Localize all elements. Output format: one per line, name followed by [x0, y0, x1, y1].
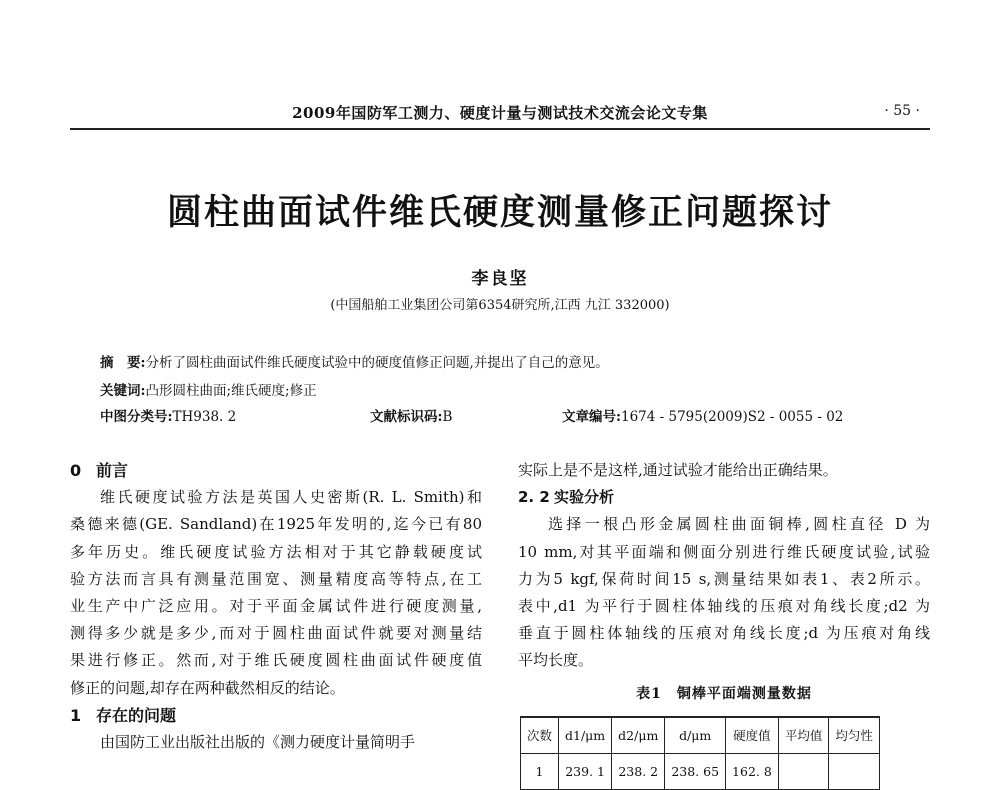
table-cell: 162. 8 [726, 754, 779, 790]
keywords [100, 379, 317, 399]
abstract-text: 分析了圆柱曲面试件维氏硬度试验中的硬度值修正问题,并提出了自己的意见。 [145, 355, 609, 371]
right-column [518, 457, 930, 790]
paragraph-line: 力为5 kgf,保荷时间15 s,测量结果如表1、表2所示。 [518, 569, 930, 588]
paragraph-line: 由国防工业出版社出版的《测力硬度计量简明手 [100, 733, 416, 752]
table-header-cell: d/μm [665, 717, 726, 754]
section-2-2-title: 实验分析 [554, 488, 615, 507]
table-cell: 1 [521, 754, 559, 790]
paragraph-line: 多年历史。维氏硬度试验方法相对于其它静载硬度试 [70, 542, 482, 561]
doc-code-value: B [442, 409, 453, 425]
paragraph-line: 验方法而言具有测量范围宽、测量精度高等特点,在工 [70, 569, 482, 588]
table-cell: 238. 65 [665, 754, 726, 790]
article-number [562, 405, 843, 425]
paragraph-line: 选择一根凸形金属圆柱曲面铜棒,圆柱直径 D 为 [548, 515, 930, 534]
table-1-title: 表1 铜棒平面端测量数据 [636, 685, 812, 702]
page-number: · 55 · [884, 103, 920, 119]
section-0-number: 0 [70, 461, 82, 480]
table-header-cell: 均匀性 [829, 717, 880, 754]
section-2-2-number: 2. 2 [518, 488, 550, 507]
keywords-text: 凸形圆柱曲面;维氏硬度;修正 [145, 383, 317, 399]
paragraph-line: 桑德来德(GE. Sandland)在1925年发明的,迄今已有80 [70, 515, 482, 534]
author-affiliation: (中国船舶工业集团公司第6354研究所,江西 九江 332000) [330, 298, 670, 313]
article-number-label: 文章编号: [562, 409, 621, 425]
article-number-value: 1674 - 5795(2009)S2 - 0055 - 02 [620, 409, 844, 425]
running-header [70, 100, 930, 130]
table-1 [520, 716, 880, 790]
paragraph-line: 垂直于圆柱体轴线的压痕对角线长度;d 为压痕对角线 [518, 624, 930, 643]
clc-value: TH938. 2 [172, 409, 237, 425]
table-header-cell: d1/μm [559, 717, 612, 754]
classification-line [100, 405, 900, 425]
paragraph-line: 平均长度。 [518, 651, 594, 670]
table-header-cell: 硬度值 [726, 717, 779, 754]
table-header-row [521, 717, 880, 754]
paragraph-line: 果进行修正。然而,对于维氏硬度圆柱曲面试件硬度值 [70, 651, 482, 670]
clc-code [100, 409, 236, 425]
paragraph-line: 修正的问题,却存在两种截然相反的结论。 [70, 678, 345, 697]
paragraph-line: 业生产中广泛应用。对于平面金属试件进行硬度测量, [70, 597, 482, 616]
running-header-title: 2009年国防军工测力、硬度计量与测试技术交流会论文专集 [292, 104, 708, 122]
author-name: 李良坚 [471, 269, 529, 289]
table-header-cell: 平均值 [778, 717, 829, 754]
abstract [100, 351, 609, 371]
section-1-title: 存在的问题 [96, 705, 177, 725]
paragraph-line: 维氏硬度试验方法是英国人史密斯(R. L. Smith)和 [100, 488, 482, 507]
section-1-number: 1 [70, 705, 82, 725]
keywords-label: 关键词: [100, 383, 146, 399]
abstract-label: 摘 要: [100, 355, 146, 371]
section-0-heading [70, 457, 482, 484]
table-cell: 238. 2 [612, 754, 665, 790]
table-header-cell: d2/μm [612, 717, 665, 754]
document-code [370, 405, 452, 425]
table-header-cell: 次数 [521, 717, 559, 754]
section-1-heading [70, 702, 482, 729]
paper-title: 圆柱曲面试件维氏硬度测量修正问题探讨 [166, 193, 833, 233]
section-0-title: 前言 [96, 461, 129, 480]
paragraph-line: 表中,d1 为平行于圆柱体轴线的压痕对角线长度;d2 为 [518, 597, 930, 616]
paragraph-line: 10 mm,对其平面端和侧面分别进行维氏硬度试验,试验 [518, 542, 930, 561]
doc-code-label: 文献标识码: [370, 409, 443, 425]
paragraph-line: 实际上是不是这样,通过试验才能给出正确结果。 [518, 461, 838, 479]
left-column [70, 457, 482, 756]
table-cell: 239. 1 [559, 754, 612, 790]
clc-label: 中图分类号: [100, 409, 173, 425]
paragraph-line: 测得多少就是多少,而对于圆柱曲面试件就要对测量结 [70, 624, 482, 643]
section-2-2-heading [518, 484, 930, 511]
